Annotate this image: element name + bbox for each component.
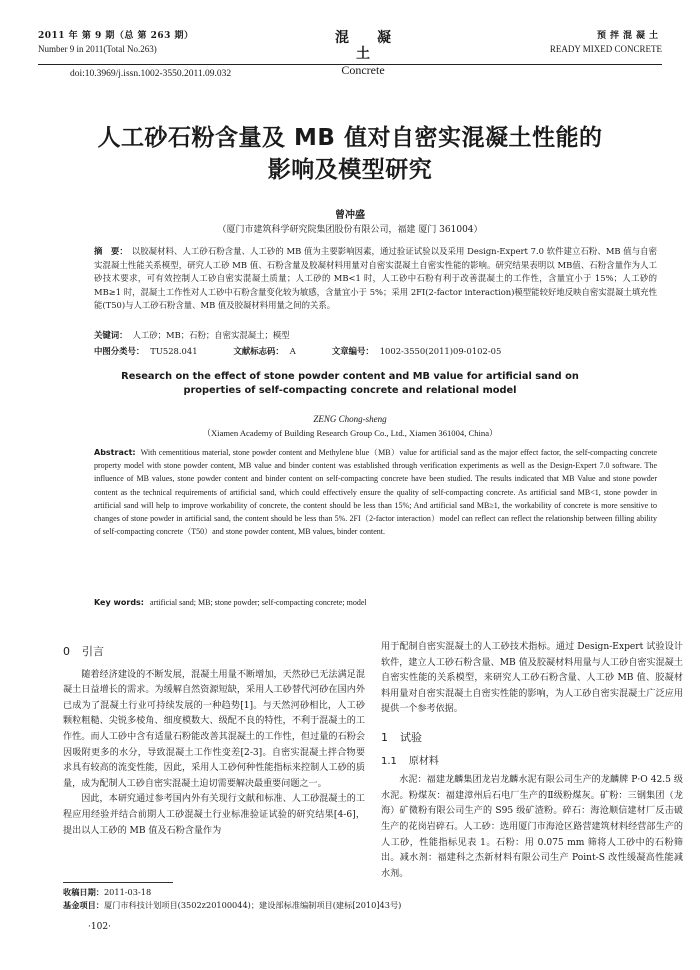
keywords-zh-text: 人工砂；MB；石粉；自密实混凝土；模型 — [132, 330, 290, 340]
title-zh-line2: 影响及模型研究 — [267, 157, 433, 183]
received-label: 收稿日期： — [63, 887, 104, 897]
section-1-title: 试验 — [400, 730, 422, 744]
abstract-en — [94, 446, 657, 538]
article-no-label: 文章编号： — [331, 346, 374, 356]
subsection-1-1-title: 原材料 — [408, 755, 439, 767]
keywords-en-label: Key words: — [94, 598, 145, 607]
author-zh: 曾冲盛 — [335, 210, 365, 221]
clc-label: 中图分类号： — [94, 346, 145, 356]
materials-paragraph: 水泥：福建龙麟集团龙岩龙麟水泥有限公司生产的龙麟牌 P·O 42.5 级水泥。粉煤灰：福建漳州后石电厂生产的Ⅱ级粉煤灰。矿粉：三钢集团（龙海）矿微粉有限公司生产的 S95 级矿渣粉。碎石：海沧顺信建材厂反击破生产的花岗岩碎石。人工砂：选用厦门市海沧区路营建筑材料经营部生产的人工砂，性能指标见表 1。石粉：用 0.075 mm 筛将人工砂中的石粉筛出。减水剂：福建科之杰新材料有限公司生产 Point-S 改性缓凝高性能减水剂。 — [381, 775, 683, 879]
affiliation-en: （Xiamen Academy of Building Research Group Co., Ltd., Xiamen 361004, China） — [202, 428, 498, 438]
section-0-heading — [63, 644, 365, 660]
doc-code-label: 文献标志码： — [233, 346, 284, 356]
section-en: READY MIXED CONCRETE — [549, 44, 662, 54]
doi: doi:10.3969/j.issn.1002-3550.2011.09.032 — [70, 69, 232, 79]
subsection-1-1-number: 1.1 — [381, 755, 397, 767]
footnote-fund — [63, 899, 401, 911]
issue-zh: 2011 年 第 9 期（总 第 263 期） — [38, 31, 194, 41]
issue-en: Number 9 in 2011(Total No.263) — [38, 44, 157, 54]
section-info — [550, 30, 662, 56]
abstract-en-text: With cementitious material, stone powder content and Methylene blue（MB）value for artificial sand as the major effect factor, the self-compacting concrete property model with stone powder content, MB value and binder content was established through verification experiments as well as the Design-Expert 7.0 software. The influence of MB values, stone powder content and binder content on self-compacting concrete have been studied. The results indicated that MB Value and stone powder content as the technical requirements of artificial sand, which could effectively ensure the quality of self-compacting concrete. As artificial sand MB<1, stone powder in artificial sand will help to improve workability of concrete, the content should be less than 15%; And artificial sand MB≥1, the workability of concrete is more sensitive to changes of stone powder in artificial sand, the content should be less than 5%. 2FI（2-factor interaction）model can reflect can reflect the relationship between filling ability of self-compacting concrete（T50）and stone powder content, MB values, binder content. — [94, 448, 657, 537]
clc-value: TU528.041 — [150, 346, 198, 356]
subsection-1-1-heading — [381, 754, 683, 770]
keywords-zh-label: 关键词： — [94, 330, 128, 340]
footnote-received — [63, 886, 151, 898]
abstract-zh-label: 摘 要： — [94, 246, 128, 256]
keywords-en — [94, 598, 367, 607]
title-en: Research on the effect of stone powder content and MB value for artificial sand on properties of self-compacting concrete and relational model — [121, 371, 579, 396]
title-zh — [40, 122, 660, 186]
intro-paragraph-1: 随着经济建设的不断发展，混凝土用量不断增加，天然砂已无法满足混凝土日益增长的需求。为缓解自然资源短缺，采用人工砂替代河砂在国内外已成为了混凝土行业可持续发展的一种趋势[1]。与天然河砂相比，人工砂颗粒粗糙、尖锐多棱角、细度模数大、级配不良的特性，不利于混凝土的工作性。而人工砂中含有适量石粉能改善其混凝土的工作性，但过量的石粉会因吸附更多的水分，导致混凝土工作性变差[2-3]。自密实混凝土拌合物要求具有较高的流变性能，因此，采用人工砂何种性能指标来控制人工砂的质量，成为配制人工砂自密实混凝土迫切需要解决最重要问题之一。 — [63, 669, 365, 789]
body-column-left — [63, 640, 365, 839]
section-1-number: 1 — [381, 730, 388, 744]
title-zh-line1: 人工砂石粉含量及 MB 值对自密实混凝土性能的 — [97, 125, 603, 151]
intro-paragraph-2: 因此，本研究通过参考国内外有关现行文献和标准、人工砂混凝土的工程应用经验并结合前期人工砂混凝土行业标准验证试验的研究结果[4-6]，提出以人工砂的 MB 值及石粉含量作为 — [63, 794, 365, 836]
intro-paragraph-2-cont: 用于配制自密实混凝土的人工砂技术指标。通过 Design-Expert 试验设计软件，建立人工砂石粉含量、MB 值及胶凝材料用量与人工砂自密实混凝土自密实性能的关系模型，来研究人工砂石粉含量、人工砂 MB 值、胶凝材料用量对自密实混凝土自密实性能的影响，为人工砂自密实混凝土广泛应用提供一个参考依据。 — [381, 642, 683, 715]
section-0-number: 0 — [63, 645, 70, 658]
fund-label: 基金项目： — [63, 900, 104, 910]
journal-name-en: Concrete — [341, 63, 385, 77]
issue-info — [38, 30, 194, 56]
journal-name — [288, 30, 438, 78]
header-rule — [38, 64, 662, 65]
abstract-zh-text: 以胶凝材料、人工砂石粉含量、人工砂的 MB 值为主要影响因素，通过验证试验以及采用 Design-Expert 7.0 软件建立石粉、MB 值与自密实混凝土性能关系模型，研究人工砂 MB 值、石粉含量及胶凝材料用量对自密实混凝土自密实性能的影响。研究结果表明以 MB值、石粉含量作为人工砂技术要求，可有效控制人工砂自密实混凝土质量；人工砂的 MB<1 时，人工砂中石粉有利于改善混凝土的工作性，含量宜小于 15%；人工砂的 MB≥1 时，混凝土工作性对人工砂中石粉含量变化较为敏感，含量宜小于 5%；采用 2FI(2-factor interaction)模型能较好地反映自密实混凝土填充性能(T50)与人工砂石粉含量、MB 值及胶凝材料用量之间的关系。 — [94, 246, 657, 311]
fund-text: 厦门市科技计划项目(3502z20100044)；建设部标准编制项目(建标[2010]43号) — [103, 900, 402, 910]
section-0-title: 引言 — [82, 645, 104, 658]
classification-zh — [94, 345, 657, 357]
doc-code-value: A — [289, 346, 296, 356]
author-en: ZENG Chong-sheng — [313, 414, 387, 424]
footnote-rule — [63, 882, 173, 883]
section-1-heading — [381, 730, 683, 746]
abstract-en-label: Abstract: — [94, 448, 136, 457]
article-no-value: 1002-3550(2011)09-0102-05 — [379, 346, 502, 356]
page-number: ·102· — [88, 922, 111, 932]
abstract-zh — [94, 245, 657, 313]
section-zh: 预拌混凝土 — [596, 31, 662, 41]
affiliation-zh: （厦门市建筑科学研究院集团股份有限公司，福建 厦门 361004） — [217, 225, 483, 235]
received-date: 2011-03-18 — [103, 887, 152, 897]
keywords-zh — [94, 329, 290, 341]
body-column-right — [381, 640, 683, 882]
journal-name-zh: 混凝土 — [335, 30, 419, 62]
keywords-en-text: artificial sand; MB; stone powder; self-compacting concrete; model — [150, 598, 367, 607]
